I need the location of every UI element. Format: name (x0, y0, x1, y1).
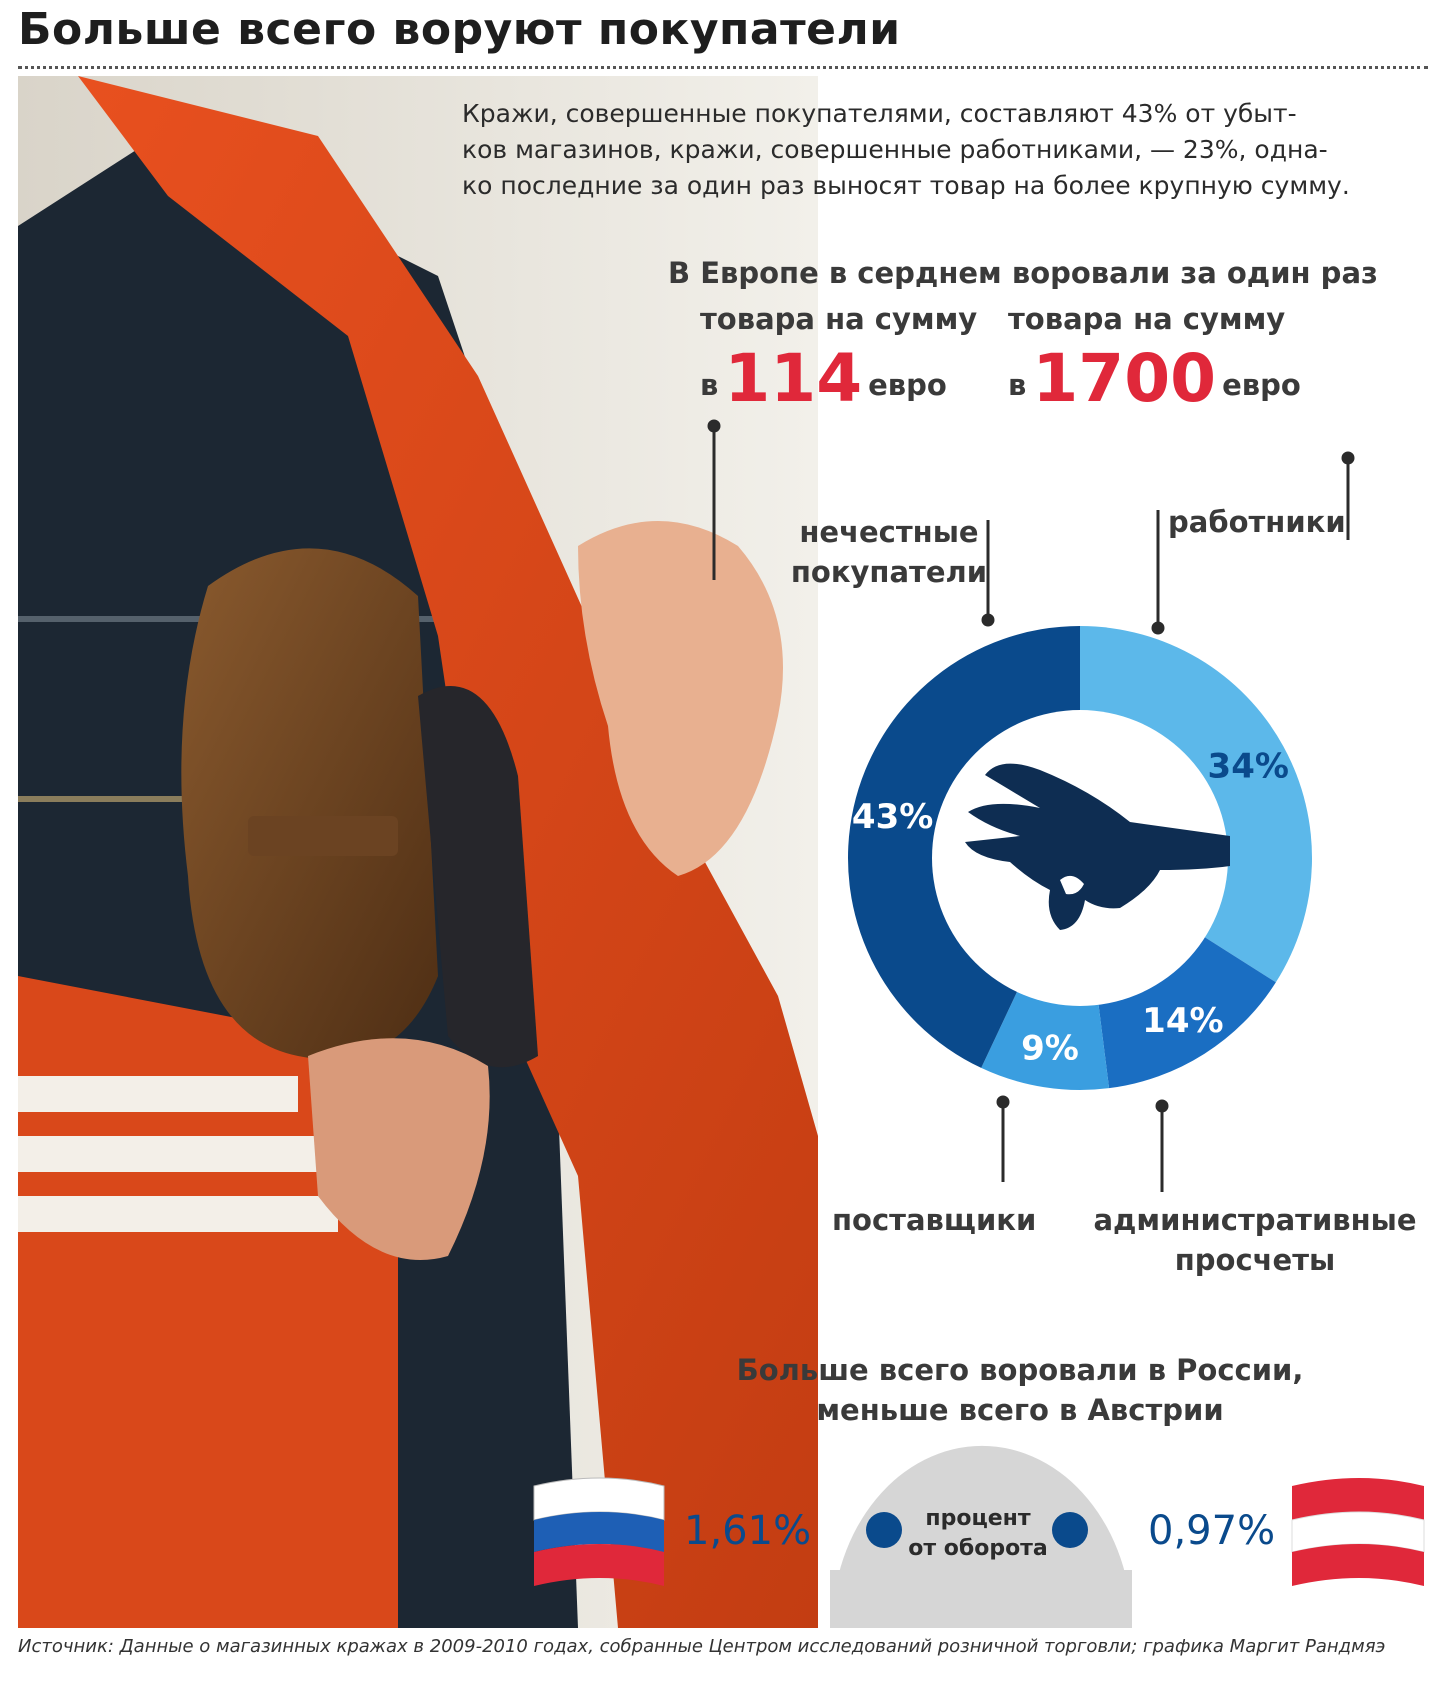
label-suppliers: поставщики (832, 1203, 1037, 1237)
label-buyers-line: покупатели (790, 555, 988, 589)
europe-headline: В Европе в серднем воровали за один раз (668, 256, 1378, 290)
pct-suppliers: 9% (1021, 1028, 1079, 1069)
workers-amount-unit: евро (1222, 368, 1301, 402)
label-buyers-line: нечестные (799, 515, 979, 549)
austria-marker-dot (1052, 1512, 1088, 1548)
country-title-line: Больше всего воровали в России, (736, 1353, 1304, 1387)
source-note: Источник: Данные о магазинных кражах в 2009-2010 годах, собранные Центром исследований розничной торговли; графика Маргит Рандмяэ (18, 1636, 1386, 1657)
label-admin-line: просчеты (1174, 1243, 1336, 1277)
unit-label-line: от оборота (908, 1536, 1048, 1561)
buyers-amount-unit: евро (868, 368, 947, 402)
pct-workers: 34% (1207, 746, 1289, 787)
buyers-amount-prefix: товара на сумму (700, 302, 978, 336)
workers-amount-in: в (1008, 368, 1027, 402)
buyers-amount-in: в (700, 368, 719, 402)
workers-amount-prefix: товара на сумму (1008, 302, 1286, 336)
label-workers: работники (1168, 505, 1346, 539)
intro-line: ков магазинов, кражи, совершенные работниками, — 23%, одна- (462, 135, 1328, 164)
russia-value: 1,61% (684, 1508, 812, 1554)
workers-amount-value: 1700 (1032, 340, 1217, 417)
intro-line: ко последние за один раз выносят товар на более крупную сумму. (462, 171, 1350, 200)
austria-flag-icon (1292, 1478, 1424, 1586)
pct-admin: 14% (1142, 1001, 1224, 1042)
buyers-amount-value: 114 (724, 340, 863, 417)
pct-buyers: 43% (851, 797, 934, 838)
country-title-line: меньше всего в Австрии (816, 1393, 1224, 1427)
label-admin-line: административные (1093, 1203, 1417, 1237)
russia-flag-icon (534, 1478, 664, 1586)
grey-backdrop-base (830, 1570, 1132, 1628)
unit-label-line: процент (925, 1506, 1031, 1531)
page-title: Больше всего воруют покупатели (18, 4, 901, 55)
russia-marker-dot (866, 1512, 902, 1548)
unit-label (908, 1504, 1048, 1564)
austria-value: 0,97% (1148, 1508, 1276, 1554)
intro-line: Кражи, совершенные покупателями, составляют 43% от убыт- (462, 99, 1297, 128)
